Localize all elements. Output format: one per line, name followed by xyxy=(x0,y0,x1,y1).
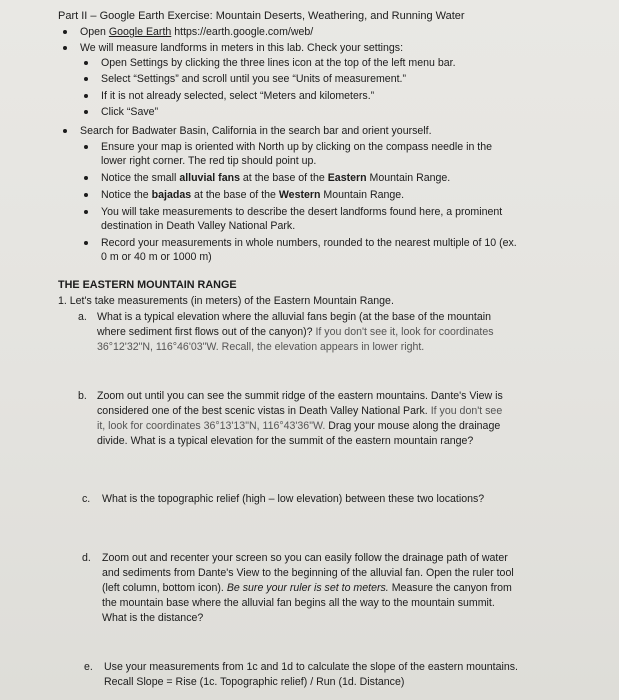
sub-bullet-alluvial-fans: Notice the small alluvial fans at the base of the Eastern Mountain Range. xyxy=(101,172,451,184)
sub-bullet-bajadas: Notice the bajadas at the base of the Western Mountain Range. xyxy=(101,189,405,201)
page-title: Part II – Google Earth Exercise: Mountain Deserts, Weathering, and Running Water xyxy=(58,10,465,22)
question-a-line-3: 36°12'32"N, 116°46'03"W. Recall, the elevation appears in lower right. xyxy=(97,341,425,353)
sub-bullet-orient-1: Ensure your map is oriented with North up by clicking on the compass needle in the xyxy=(101,141,493,153)
question-1: 1. Let's take measurements (in meters) of the Eastern Mountain Range. xyxy=(58,295,394,307)
sub-bullet-record-1: Record your measurements in whole numbers, rounded to the nearest multiple of 10 (ex. xyxy=(101,237,517,249)
sub-bullet-measurements-1: You will take measurements to describe the desert landforms found here, a prominent xyxy=(101,206,503,218)
section-heading: THE EASTERN MOUNTAIN RANGE xyxy=(58,279,237,291)
question-e-label: e. xyxy=(84,661,93,673)
sub-bullet-settings-2: Select “Settings” and scroll until you see “Units of measurement.” xyxy=(101,73,406,85)
question-d-line-3: (left column, bottom icon). Be sure your ruler is set to meters. Measure the canyon from xyxy=(102,582,512,594)
question-e-line-2: Recall Slope = Rise (1c. Topographic relief) / Run (1d. Distance) xyxy=(104,676,405,688)
sub-bullet-measurements-2: destination in Death Valley National Park. xyxy=(101,220,296,232)
question-d-line-2: and sediments from Dante's View to the beginning of the alluvial fan. Open the ruler tool xyxy=(102,567,514,579)
question-c-label: c. xyxy=(82,493,91,505)
bullet-open-google-earth: Open Google Earth https://earth.google.com/web/ xyxy=(80,26,314,38)
google-earth-url: https://earth.google.com/web/ xyxy=(171,26,314,38)
sub-bullet-settings-4: Click “Save” xyxy=(101,106,159,118)
question-a-label: a. xyxy=(78,311,87,323)
question-b-line-2: considered one of the best scenic vistas in Death Valley National Park. If you don't see xyxy=(97,405,503,417)
question-d-line-4: the mountain base where the alluvial fan begins all the way to the mountain summit. xyxy=(102,597,495,609)
question-d-line-5: What is the distance? xyxy=(102,612,204,624)
question-d-line-1: Zoom out and recenter your screen so you can easily follow the drainage path of water xyxy=(102,552,508,564)
question-b-label: b. xyxy=(78,390,87,402)
question-b-line-1: Zoom out until you can see the summit ridge of the eastern mountains. Dante's View is xyxy=(97,390,503,402)
question-a-line-1: What is a typical elevation where the alluvial fans begin (at the base of the mountain xyxy=(97,311,491,323)
sub-bullet-record-2: 0 m or 40 m or 1000 m) xyxy=(101,251,212,263)
question-b-line-4: divide. What is a typical elevation for the summit of the eastern mountain range? xyxy=(97,435,474,447)
question-e-line-1: Use your measurements from 1c and 1d to calculate the slope of the eastern mountains. xyxy=(104,661,518,673)
sub-bullet-orient-2: lower right corner. The red tip should point up. xyxy=(101,155,317,167)
question-d-label: d. xyxy=(82,552,91,564)
question-b-line-3: it, look for coordinates 36°13'13"N, 116°43'36"W. Drag your mouse along the drainage xyxy=(97,420,501,432)
sub-bullet-settings-3: If it is not already selected, select “Meters and kilometers.” xyxy=(101,90,375,102)
question-c-line-1: What is the topographic relief (high – low elevation) between these two locations? xyxy=(102,493,485,505)
sub-bullet-settings-1: Open Settings by clicking the three lines icon at the top of the left menu bar. xyxy=(101,57,456,69)
question-a-line-2: where sediment first flows out of the canyon)? If you don't see it, look for coordinates xyxy=(97,326,494,338)
bullet-search-badwater: Search for Badwater Basin, California in the search bar and orient yourself. xyxy=(80,125,432,137)
google-earth-link[interactable]: Google Earth xyxy=(108,26,172,38)
bullet-measure-settings: We will measure landforms in meters in this lab. Check your settings: xyxy=(80,42,404,54)
